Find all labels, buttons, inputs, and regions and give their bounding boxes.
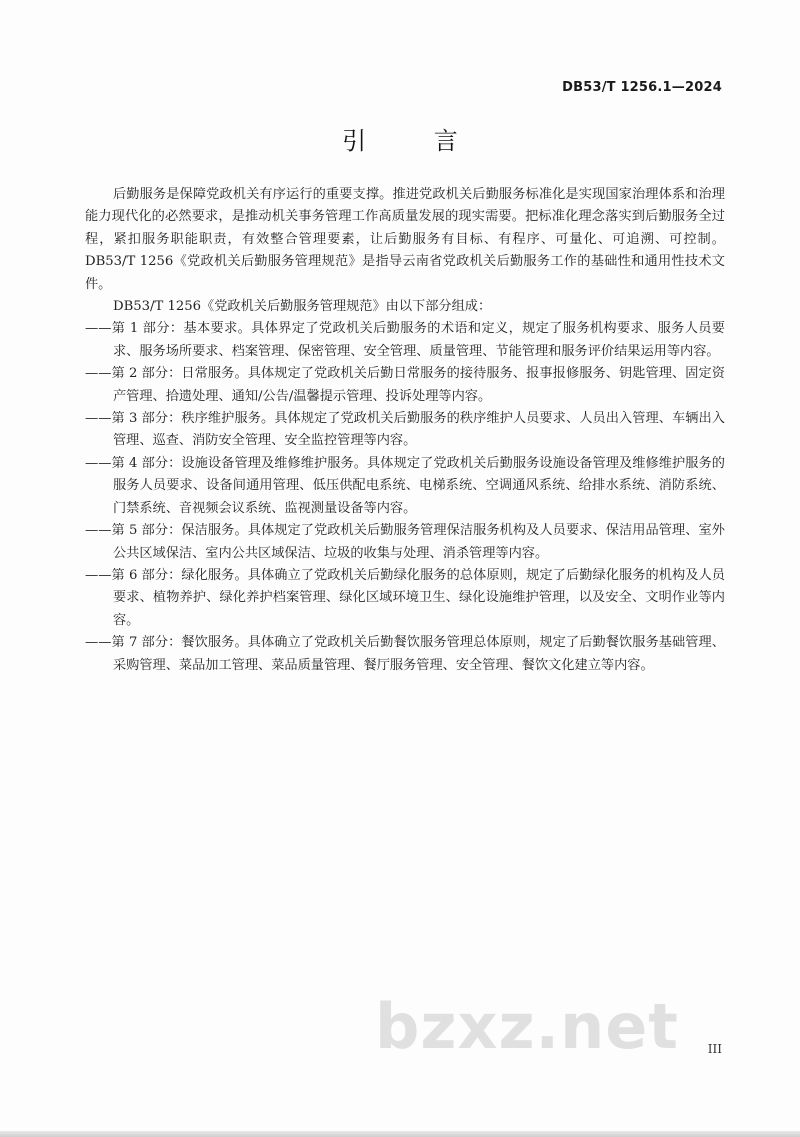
parts-lead-in: DB53/T 1256《党政机关后勤服务管理规范》由以下部分组成： [113, 299, 492, 315]
page-number: III [707, 1042, 722, 1056]
part-item-2: ——第 2 部分：日常服务。具体规定了党政机关后勤日常服务的接待服务、报事报修服务、钥匙管理、固定资产管理、拾遗处理、通知/公告/温馨提示管理、投诉处理等内容。 [85, 366, 725, 404]
part-item-5: ——第 5 部分：保洁服务。具体规定了党政机关后勤服务管理保洁服务机构及人员要求、保洁用品管理、室外公共区域保洁、室内公共区域保洁、垃圾的收集与处理、消杀管理等内容。 [85, 523, 725, 561]
part-item-6: ——第 6 部分：绿化服务。具体确立了党政机关后勤绿化服务的总体原则，规定了后勤绿化服务的机构及人员要求、植物养护、绿化养护档案管理、绿化区域环境卫生、绿化设施维护管理，以及安全、文明作业等内容。 [85, 567, 725, 628]
page-title: 引 言 [342, 127, 488, 155]
watermark: bzxz.net [375, 990, 679, 1063]
document-code: DB53/T 1256.1—2024 [562, 80, 722, 95]
part-item-7: ——第 7 部分：餐饮服务。具体确立了党政机关后勤餐饮服务管理总体原则，规定了后勤餐饮服务基础管理、采购管理、菜品加工管理、菜品质量管理、餐厅服务管理、安全管理、餐饮文化建立等内容。 [85, 635, 725, 673]
intro-paragraph: 后勤服务是保障党政机关有序运行的重要支撑。推进党政机关后勤服务标准化是实现国家治理体系和治理能力现代化的必然要求，是推动机关事务管理工作高质量发展的现实需要。把标准化理念落实到后勤服务全过程，紧扣服务职能职责，有效整合管理要素，让后勤服务有目标、有程序、可量化、可追溯、可控制。DB53/T 1256《党政机关后勤服务管理规范》是指导云南省党政机关后勤服务工作的基础性和通用性技术文件。 [85, 187, 725, 292]
document-body [85, 184, 725, 677]
page-bottom-edge [0, 1131, 800, 1137]
part-item-3: ——第 3 部分：秩序维护服务。具体规定了党政机关后勤服务的秩序维护人员要求、人员出入管理、车辆出入管理、巡查、消防安全管理、安全监控管理等内容。 [85, 411, 725, 449]
part-item-1: ——第 1 部分：基本要求。具体界定了党政机关后勤服务的术语和定义，规定了服务机构要求、服务人员要求、服务场所要求、档案管理、保密管理、安全管理、质量管理、节能管理和服务评价结果运用等内容。 [85, 321, 725, 359]
part-item-4: ——第 4 部分：设施设备管理及维修维护服务。具体规定了党政机关后勤服务设施设备管理及维修维护服务的服务人员要求、设备间通用管理、低压供配电系统、电梯系统、空调通风系统、给排水系统、消防系统、门禁系统、音视频会议系统、监视测量设备等内容。 [85, 455, 725, 516]
